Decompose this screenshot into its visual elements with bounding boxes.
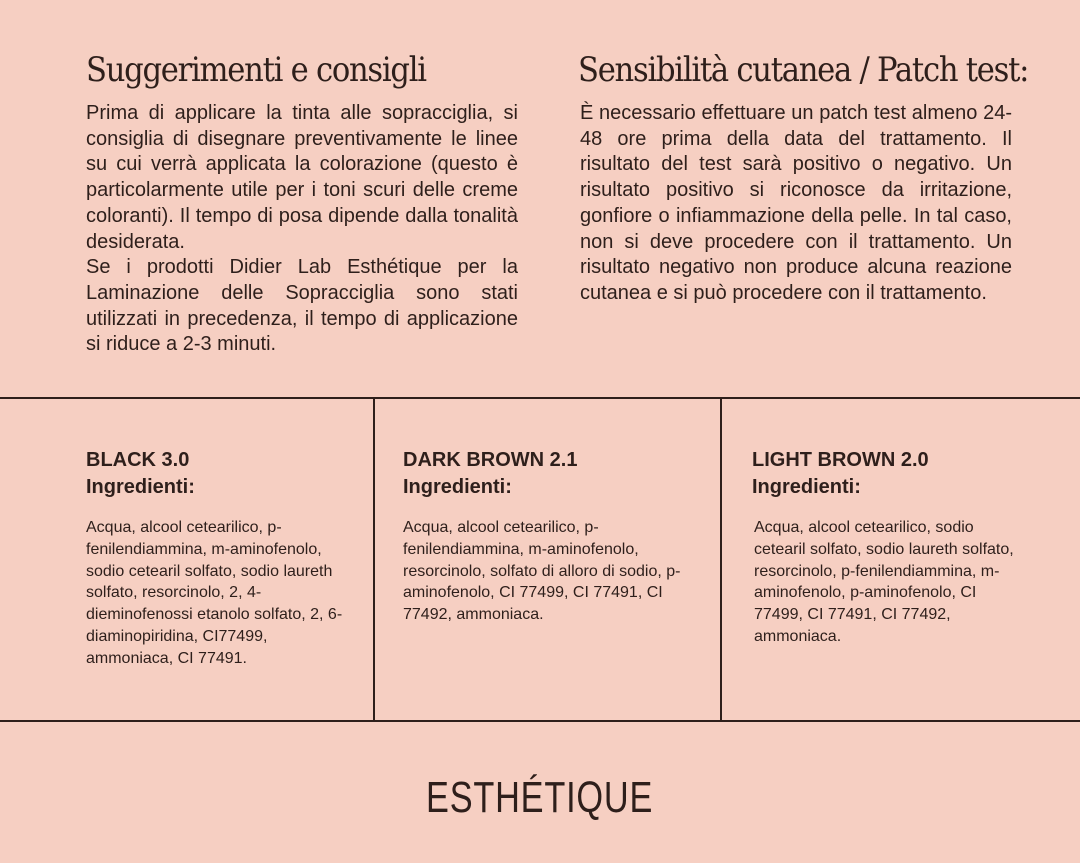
product-name: LIGHT BROWN 2.0 bbox=[752, 449, 929, 471]
product-black bbox=[86, 447, 358, 670]
product-dark-brown bbox=[403, 447, 703, 626]
ingredients-label: Ingredienti: bbox=[86, 476, 195, 498]
ingredients-label: Ingredienti: bbox=[403, 476, 512, 498]
tips-text bbox=[86, 101, 518, 358]
tips-paragraph-2: Se i prodotti Didier Lab Esthétique per la Laminazione delle Sopracciglia sono stati utilizzati in precedenza, il tempo di applicazione si riduce a 2-3 minuti. bbox=[86, 256, 518, 356]
ingredients-list: Acqua, alcool cetearilico, p-fenilendiammina, m-aminofenolo, sodio cetearil solfato, sodio laureth solfato, resorcinolo, 2, 4-dieminofenossi etanolo solfato, 2, 6-diaminopiridina, CI77499, ammoniaca, CI 77491. bbox=[86, 519, 343, 667]
ingredients-list: Acqua, alcool cetearilico, p-fenilendiammina, m-aminofenolo, resorcinolo, solfato di alloro di sodio, p-aminofenolo, CI 77499, CI 77491, CI 77492, ammoniaca. bbox=[403, 519, 681, 624]
column-divider-2 bbox=[720, 397, 722, 722]
patch-test-text bbox=[580, 101, 1012, 307]
patch-test-heading: Sensibilità cutanea / Patch test: bbox=[578, 50, 1029, 90]
column-divider-1 bbox=[373, 397, 375, 722]
ingredients-label: Ingredienti: bbox=[752, 476, 861, 498]
product-name: BLACK 3.0 bbox=[86, 449, 190, 471]
brand-logo bbox=[0, 772, 1080, 824]
bottom-divider bbox=[0, 720, 1080, 722]
brand-wordmark: ESTHÉTIQUE bbox=[426, 773, 654, 822]
top-divider bbox=[0, 397, 1080, 399]
product-light-brown bbox=[752, 447, 1024, 648]
tips-paragraph-1: Prima di applicare la tinta alle sopracciglia, si consiglia di disegnare preventivamente le linee su cui verrà applicata la colorazione (questo è particolarmente utile per i toni scuri delle creme coloranti). Il tempo di posa dipende dalla tonalità desiderata. bbox=[86, 102, 518, 253]
patch-test-paragraph: È necessario effettuare un patch test almeno 24-48 ore prima della data del trattamento. Il risultato del test sarà positivo o negativo. Un risultato positivo si riconosce da irritazione, gonfiore o infiammazione della pelle. In tal caso, non si deve procedere con il trattamento. Un risultato negativo non produce alcuna reazione cutanea e si può procedere con il trattamento. bbox=[580, 102, 1012, 304]
product-name: DARK BROWN 2.1 bbox=[403, 449, 578, 471]
ingredients-list: Acqua, alcool cetearilico, sodio cetearil solfato, sodio laureth solfato, resorcinolo, p-fenilendiammina, m-aminofenolo, p-aminofenolo, CI 77499, CI 77491, CI 77492, ammoniaca. bbox=[754, 519, 1014, 645]
tips-heading: Suggerimenti e consigli bbox=[86, 50, 426, 90]
